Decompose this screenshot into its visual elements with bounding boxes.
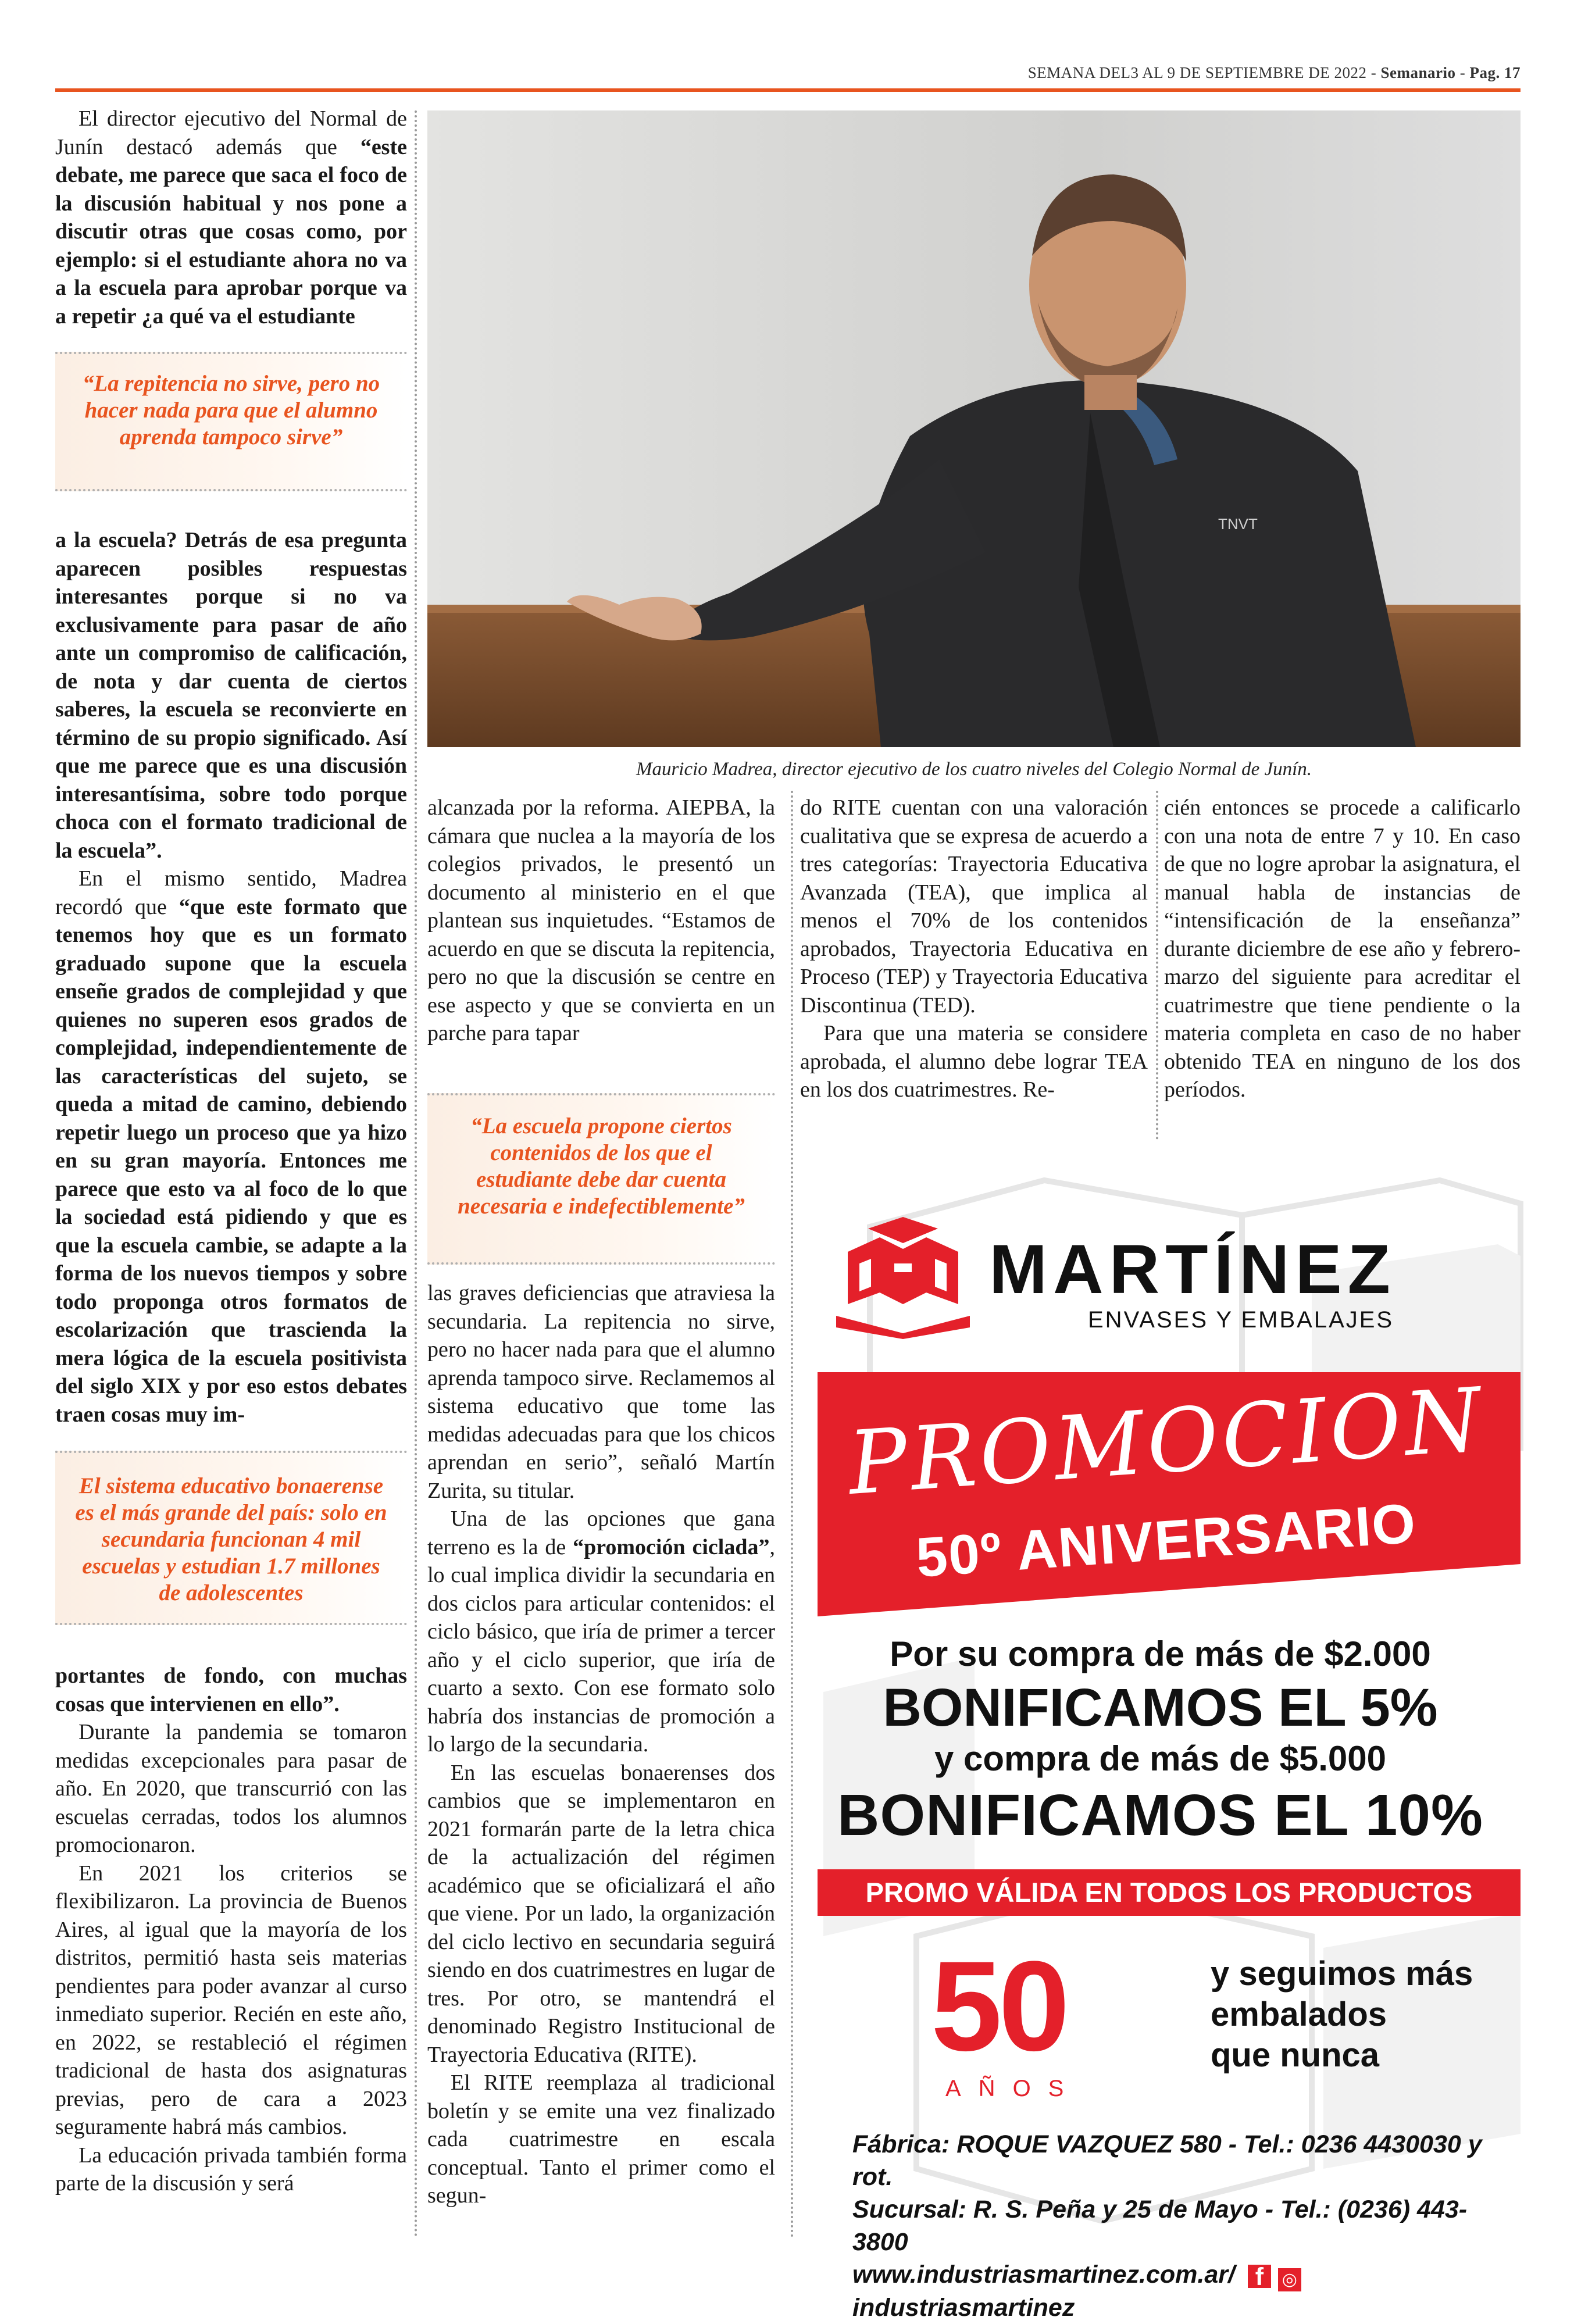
offer-line-1: Por su compra de más de $2.000 <box>890 1634 1431 1673</box>
column-divider-1 <box>415 110 417 2239</box>
col2-paragraph-5: El RITE reemplaza al tradicional boletín y se emite una vez finalizado cada cuatrimestre en escala conceptual. Tanto el primer como el segun- <box>427 2070 775 2208</box>
column-divider-2 <box>791 791 793 2239</box>
ad-brand: MARTÍNEZ <box>989 1230 1396 1308</box>
pull-quote-1: “La repitencia no sirve, pero no hacer nada para que el alumno aprenda tampoco sirve” <box>55 352 407 491</box>
years-number: 50 <box>931 1934 1066 2077</box>
column-3 <box>800 794 1148 1104</box>
offer-line-3: y compra de más de $5.000 <box>934 1739 1387 1778</box>
years-word: AÑOS <box>945 2076 1082 2101</box>
col1-paragraph-7: La educación privada también forma parte de la discusión y será <box>55 2143 407 2196</box>
issue-dates: SEMANA DEL3 AL 9 DE SEPTIEMBRE DE 2022 <box>1027 64 1367 81</box>
col3-paragraph-2: Para que una materia se considere aprobada, el alumno debe lograr TEA en los dos cuatrimestres. Re- <box>800 1021 1148 1102</box>
martinez-advertisement <box>800 1180 1521 2322</box>
promo-script-text: PROMOCION <box>845 1369 1488 1515</box>
promo-valid-bar: PROMO VÁLIDA EN TODOS LOS PRODUCTOS <box>818 1869 1521 1916</box>
promo-anniversary-text: 50º ANIVERSARIO <box>914 1492 1419 1589</box>
column-4 <box>1164 794 1521 1104</box>
col2-paragraph-2: las graves deficiencias que atraviesa la secundaria. La repitencia no sirve, pero no hacer nada para que el alumno aprenda tampoco sirve. Reclamemos al sistema educativo que tome las medidas adecuadas para que los chicos aprendan en serio”, señaló Martín Zurita, su titular. <box>427 1281 775 1503</box>
offer-line-2: BONIFICAMOS EL 5% <box>883 1678 1438 1737</box>
col1-paragraph-1: El director ejecutivo del Normal de Junín destacó además que “este debate, me parece que saca el foco de la discusión habitual y nos pone a discutir otras que cosas como, por ejemplo: si el estudiante ahora no va a la escuela para aprobar porque va a repetir ¿a qué va el estudiante <box>55 106 407 329</box>
portrait-photo <box>427 110 1521 747</box>
column-1-bottom <box>55 1662 407 2198</box>
photo-caption: Mauricio Madrea, director ejecutivo de los cuatro niveles del Colegio Normal de Junín. <box>636 759 1312 780</box>
col3-paragraph-1: do RITE cuentan con una valoración cualitativa que se expresa de acuerdo a tres categorías: Trayectoria Educativa Avanzada (TEA), que implica al menos el 70% de los contenidos aprobados, Trayectoria Educativa en Proceso (TEP) y Trayectoria Educativa Discontinua (TED). <box>800 795 1148 1018</box>
col1-paragraph-6: En 2021 los criterios se flexibilizaron. La provincia de Buenos Aires, al igual que la mayoría de los distritos, permitió hasta seis materias pendientes para poder avanzar al curso inmediato superior. Recién en este año, en 2022, se restableció el régimen tradicional de hasta dos asignaturas previas, pero de cara a 2023 seguramente habrá más cambios. <box>55 1861 407 2139</box>
col2-paragraph-1: alcanzada por la reforma. AIEPBA, la cámara que nuclea a la mayoría de los colegios privados, le presentó un documento al ministerio en el que plantean sus inquietudes. “Estamos de acuerdo en que se discuta la repitencia, pero no que la discusión se centre en ese aspecto y que se convierta en un parche para tapar <box>427 795 775 1045</box>
col1-paragraph-3: En el mismo sentido, Madrea recordó que “que este formato que tenemos hoy que es un formato graduado supone que la escuela enseñe grados de complejidad y que quienes no superen esos grados de complejidad, independientemente de las características del sujeto, se queda a mitad de camino, debiendo repetir luego un proceso que ya hizo en su gran mayoría. Entonces me parece que esto va al foco de lo que la sociedad está pidiendo y que es que la escuela cambie, se adapte a la forma de los nuevos tiempos y sobre todo proponga otros formatos de escolarización que trascienda la mera lógica de la escuela positivista del siglo XIX y por eso estos debates traen cosas muy im- <box>55 866 407 1427</box>
column-1-middle <box>55 526 407 1429</box>
col2-paragraph-3: Una de las opciones que gana terreno es la de “promoción ciclada”, lo cual implica dividir la secundaria en dos ciclos para articular contenidos: el ciclo básico, que iría de primer a tercer año y el ciclo superior, que iría de cuarto a sexto. Con ese formato solo habría dos instancias de promoción a lo largo de la secundaria. <box>427 1507 775 1757</box>
contact-block <box>852 2128 1521 2324</box>
martinez-logo-icon <box>836 1217 970 1339</box>
factory-address: Fábrica: ROQUE VAZQUEZ 580 - Tel.: 0236 4430030 y rot. <box>852 2130 1482 2191</box>
col1-paragraph-5: Durante la pandemia se tomaron medidas excepcionales para pasar de año. En 2020, que transcurrió con las escuelas cerradas, todos los alumnos promocionaron. <box>55 1720 407 1857</box>
social-handle[interactable]: industriasmartinez <box>852 2294 1075 2322</box>
column-1-top <box>55 105 407 330</box>
header-rule <box>55 88 1521 92</box>
column-2-bottom <box>427 1279 775 2210</box>
page-header: SEMANA DEL3 AL 9 DE SEPTIEMBRE DE 2022 - Semanario - Pag. 17 <box>1027 64 1521 81</box>
jacket-logo: TNVT <box>1218 515 1258 533</box>
col4-paragraph-1: cién entonces se procede a calificarlo con una nota de entre 7 y 10. En caso de que no logre aprobar la asignatura, el manual habla de instancias de “intensificación de la enseñanza” durante diciembre de ese año y febrero-marzo del siguiente para acreditar el cuatrimestre que tiene pendiente o la materia completa en caso de no haber obtenido TEA en ninguno de los dos períodos. <box>1164 795 1521 1102</box>
instagram-icon[interactable]: ◎ <box>1278 2268 1301 2291</box>
page-number: Pag. 17 <box>1469 64 1521 81</box>
col1-paragraph-2: a la escuela? Detrás de esa pregunta aparecen posibles respuestas interesantes porque si no va exclusivamente para pasar de año ante un compromiso de calificación, de nota y dar cuenta de ciertos saberes, la escuela se reconvierte en término de su propio significado. Así que me parece que es una discusión interesantísima, sobre todo porque choca con el formato tradicional de la escuela”. <box>55 528 407 863</box>
offer-line-4: BONIFICAMOS EL 10% <box>837 1783 1483 1848</box>
web-social-row <box>852 2258 1521 2324</box>
col2-paragraph-4: En las escuelas bonaerenses dos cambios que se implementaron en 2021 formarán parte de la letra chica de la actualización del régimen académico que se oficializará el año que viene. Por un lado, la organización del ciclo lectivo en secundaria seguirá siendo en dos cuatrimestres en lugar de tres. Por otro, se mantendrá el denominado Registro Institucional de Trayectoria Educativa (RITE). <box>427 1760 775 2067</box>
slogan: y seguimos más embalados que nunca <box>1211 1955 1473 2074</box>
column-2-top <box>427 794 775 1048</box>
pull-quote-2: El sistema educativo bonaerense es el más grande del país: solo en secundaria funcionan 4 mil escuelas y estudian 1.7 millones de adolescentes <box>55 1451 407 1625</box>
pull-quote-3: “La escuela propone ciertos contenidos de los que el estudiante debe dar cuenta necesaria e indefectiblemente” <box>427 1093 775 1265</box>
publication-name: Semanario <box>1380 64 1456 81</box>
branch-address: Sucursal: R. S. Peña y 25 de Mayo - Tel.: (0236) 443-3800 <box>852 2196 1468 2256</box>
ad-tagline: ENVASES Y EMBALAJES <box>1088 1307 1394 1333</box>
website-link[interactable]: www.industriasmartinez.com.ar/ <box>852 2261 1235 2289</box>
portrait-illustration <box>427 110 1521 747</box>
col1-paragraph-4: portantes de fondo, con muchas cosas que intervienen en ello”. <box>55 1663 407 1716</box>
facebook-icon[interactable]: f <box>1248 2265 1271 2288</box>
column-divider-3 <box>1156 791 1158 1140</box>
